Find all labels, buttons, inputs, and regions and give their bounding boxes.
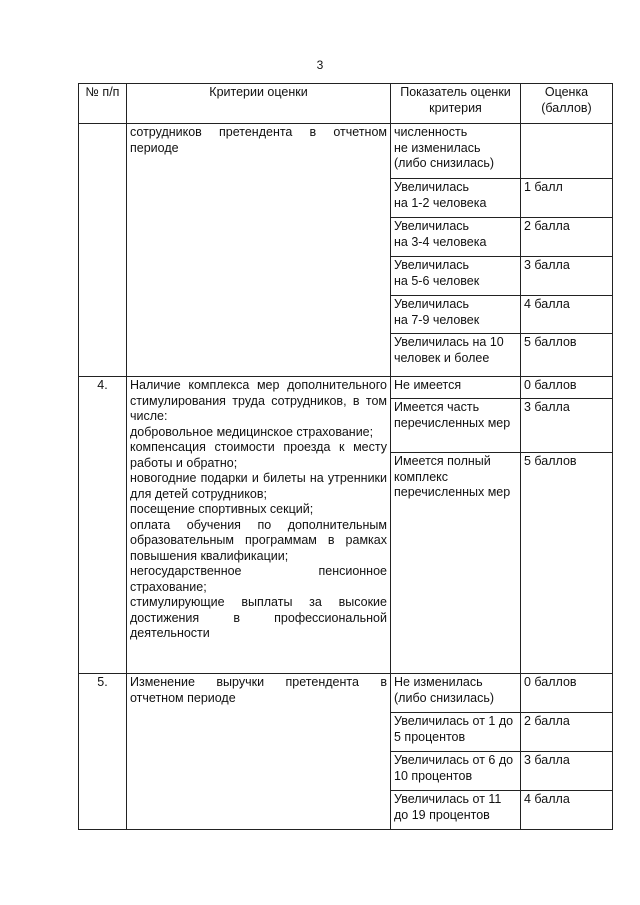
table-row [79, 674, 613, 713]
indicator-cell: Увеличилась на 1-2 человека [391, 179, 521, 218]
indicator-cell: Увеличилась от 11 до 19 процентов [391, 791, 521, 830]
indicator-cell: численность не изменилась (либо снизилась) [391, 124, 521, 179]
score-cell: 3 балла [521, 399, 613, 453]
criteria-line: посещение спортивных секций; [130, 502, 314, 516]
table-row [79, 124, 613, 179]
row-number-cell: 4. [79, 377, 127, 674]
criteria-line: Наличие комплекса мер дополнительного стимулирования труда сотрудников, в том числе: [130, 378, 387, 423]
score-cell: 5 баллов [521, 453, 613, 674]
indicator-cell: Увеличилась на 10 человек и более [391, 334, 521, 377]
score-cell: 2 балла [521, 218, 613, 257]
indicator-cell: Не изменилась (либо снизилась) [391, 674, 521, 713]
header-indicator: Показатель оценки критерия [391, 84, 521, 124]
score-cell: 3 балла [521, 752, 613, 791]
page-number: 3 [316, 58, 324, 72]
criteria-line: негосударственное пенсионное страхование; [130, 564, 387, 594]
header-criteria: Критерии оценки [127, 84, 391, 124]
table-header-row [79, 84, 613, 124]
row-number-cell: 5. [79, 674, 127, 830]
header-score: Оценка (баллов) [521, 84, 613, 124]
score-cell [521, 124, 613, 179]
indicator-cell: Увеличилась от 6 до 10 процентов [391, 752, 521, 791]
score-cell: 2 балла [521, 713, 613, 752]
criteria-line: новогодние подарки и билеты на утренники для детей сотрудников; [130, 471, 387, 501]
indicator-cell: Увеличилась на 5-6 человек [391, 257, 521, 296]
indicator-cell: Увеличилась на 7-9 человек [391, 296, 521, 334]
criteria-line: оплата обучения по дополнительным образовательным программам в рамках повышения квалификации; [130, 517, 387, 563]
table-row [79, 377, 613, 399]
indicator-cell: Имеется часть перечисленных мер [391, 399, 521, 453]
score-cell: 1 балл [521, 179, 613, 218]
criteria-cell: сотрудников претендента в отчетном периоде [127, 124, 391, 377]
criteria-line: добровольное медицинское страхование; [130, 424, 374, 439]
indicator-cell: Не имеется [391, 377, 521, 399]
score-cell: 0 баллов [521, 674, 613, 713]
criteria-table [78, 83, 613, 830]
score-cell: 3 балла [521, 257, 613, 296]
score-cell: 5 баллов [521, 334, 613, 377]
header-number: № п/п [79, 84, 127, 124]
criteria-line: стимулирующие выплаты за высокие достижения в профессиональной деятельности [130, 595, 387, 640]
score-cell: 4 балла [521, 296, 613, 334]
criteria-line: компенсация стоимости проезда к месту работы и обратно; [130, 440, 387, 470]
indicator-cell: Имеется полный комплекс перечисленных мер [391, 453, 521, 674]
indicator-cell: Увеличилась на 3-4 человека [391, 218, 521, 257]
score-cell: 4 балла [521, 791, 613, 830]
score-cell: 0 баллов [521, 377, 613, 399]
criteria-cell: Изменение выручки претендента в отчетном периоде [127, 674, 391, 830]
row-number-cell [79, 124, 127, 377]
indicator-cell: Увеличилась от 1 до 5 процентов [391, 713, 521, 752]
criteria-cell [127, 377, 391, 674]
